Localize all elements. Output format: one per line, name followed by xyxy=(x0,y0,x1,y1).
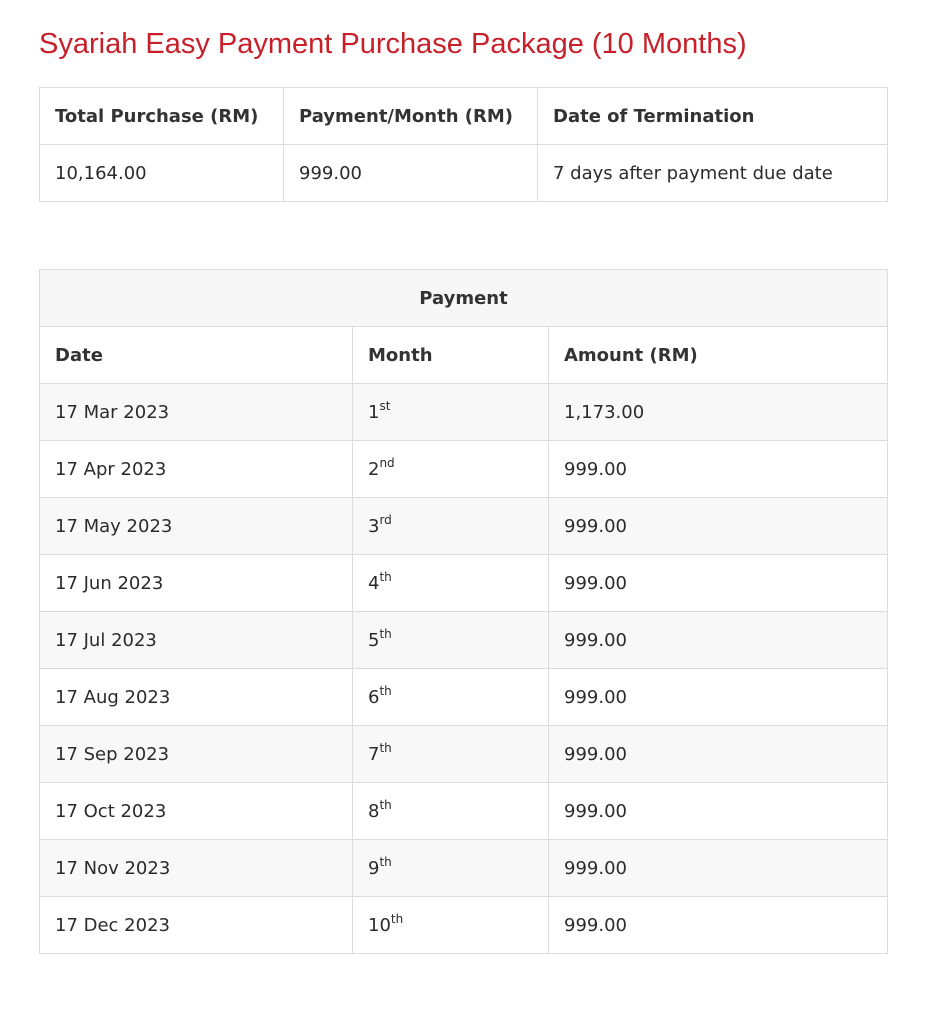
row-amount: 999.00 xyxy=(549,669,888,726)
row-month xyxy=(353,669,549,726)
row-month-number: 8 xyxy=(368,800,380,822)
row-month-number: 3 xyxy=(368,515,380,537)
row-amount: 999.00 xyxy=(549,441,888,498)
table-row xyxy=(40,840,888,897)
row-amount: 999.00 xyxy=(549,840,888,897)
row-date: 17 Nov 2023 xyxy=(40,840,353,897)
table-row xyxy=(40,897,888,954)
table-row xyxy=(40,669,888,726)
summary-header-payment-per-month: Payment/Month (RM) xyxy=(284,88,538,145)
row-month xyxy=(353,498,549,555)
row-month-suffix: th xyxy=(379,683,392,698)
schedule-header-date: Date xyxy=(40,327,353,384)
schedule-caption-row xyxy=(40,270,888,327)
table-row xyxy=(40,441,888,498)
row-month-suffix: rd xyxy=(379,512,392,527)
row-amount: 999.00 xyxy=(549,555,888,612)
row-month-suffix: th xyxy=(379,569,392,584)
summary-payment-per-month: 999.00 xyxy=(284,145,538,202)
summary-total-purchase: 10,164.00 xyxy=(40,145,284,202)
summary-header-total-purchase: Total Purchase (RM) xyxy=(40,88,284,145)
table-row xyxy=(40,384,888,441)
row-date: 17 Sep 2023 xyxy=(40,726,353,783)
table-row xyxy=(40,498,888,555)
schedule-header-month: Month xyxy=(353,327,549,384)
row-month xyxy=(353,384,549,441)
summary-header-date-of-termination: Date of Termination xyxy=(538,88,888,145)
row-amount: 999.00 xyxy=(549,897,888,954)
row-month xyxy=(353,840,549,897)
row-date: 17 Apr 2023 xyxy=(40,441,353,498)
row-amount: 1,173.00 xyxy=(549,384,888,441)
summary-table xyxy=(39,87,888,202)
table-row xyxy=(40,726,888,783)
row-date: 17 Oct 2023 xyxy=(40,783,353,840)
row-month-number: 6 xyxy=(368,686,380,708)
row-date: 17 Mar 2023 xyxy=(40,384,353,441)
table-row xyxy=(40,612,888,669)
row-amount: 999.00 xyxy=(549,612,888,669)
summary-header-row xyxy=(40,88,888,145)
row-month-suffix: th xyxy=(390,911,404,926)
row-date: 17 Jun 2023 xyxy=(40,555,353,612)
row-month-number: 5 xyxy=(368,629,380,651)
summary-value-row xyxy=(40,145,888,202)
row-amount: 999.00 xyxy=(549,498,888,555)
row-amount: 999.00 xyxy=(549,783,888,840)
row-month xyxy=(353,726,549,783)
row-month-suffix: th xyxy=(379,626,392,641)
payment-schedule-table xyxy=(39,269,888,954)
row-date: 17 Aug 2023 xyxy=(40,669,353,726)
row-date: 17 Dec 2023 xyxy=(40,897,353,954)
row-month-number: 4 xyxy=(368,572,380,594)
row-month xyxy=(353,555,549,612)
row-month xyxy=(353,441,549,498)
row-amount: 999.00 xyxy=(549,726,888,783)
page-title: Syariah Easy Payment Purchase Package (10 Months) xyxy=(39,28,747,60)
table-row xyxy=(40,555,888,612)
row-month-number: 10 xyxy=(368,914,391,936)
schedule-header-amount: Amount (RM) xyxy=(549,327,888,384)
row-month-number: 9 xyxy=(368,857,380,879)
row-month xyxy=(353,897,549,954)
row-month-number: 7 xyxy=(368,743,380,765)
row-month-suffix: st xyxy=(379,398,391,413)
row-month-suffix: th xyxy=(379,797,392,812)
row-month-suffix: nd xyxy=(379,455,395,470)
table-row xyxy=(40,783,888,840)
row-month-suffix: th xyxy=(379,740,392,755)
row-month-suffix: th xyxy=(379,854,392,869)
row-month-number: 2 xyxy=(368,458,380,480)
row-date: 17 May 2023 xyxy=(40,498,353,555)
row-month-number: 1 xyxy=(368,401,380,423)
summary-date-of-termination: 7 days after payment due date xyxy=(538,145,888,202)
row-date: 17 Jul 2023 xyxy=(40,612,353,669)
row-month xyxy=(353,612,549,669)
row-month xyxy=(353,783,549,840)
schedule-caption: Payment xyxy=(40,270,888,327)
schedule-header-row xyxy=(40,327,888,384)
